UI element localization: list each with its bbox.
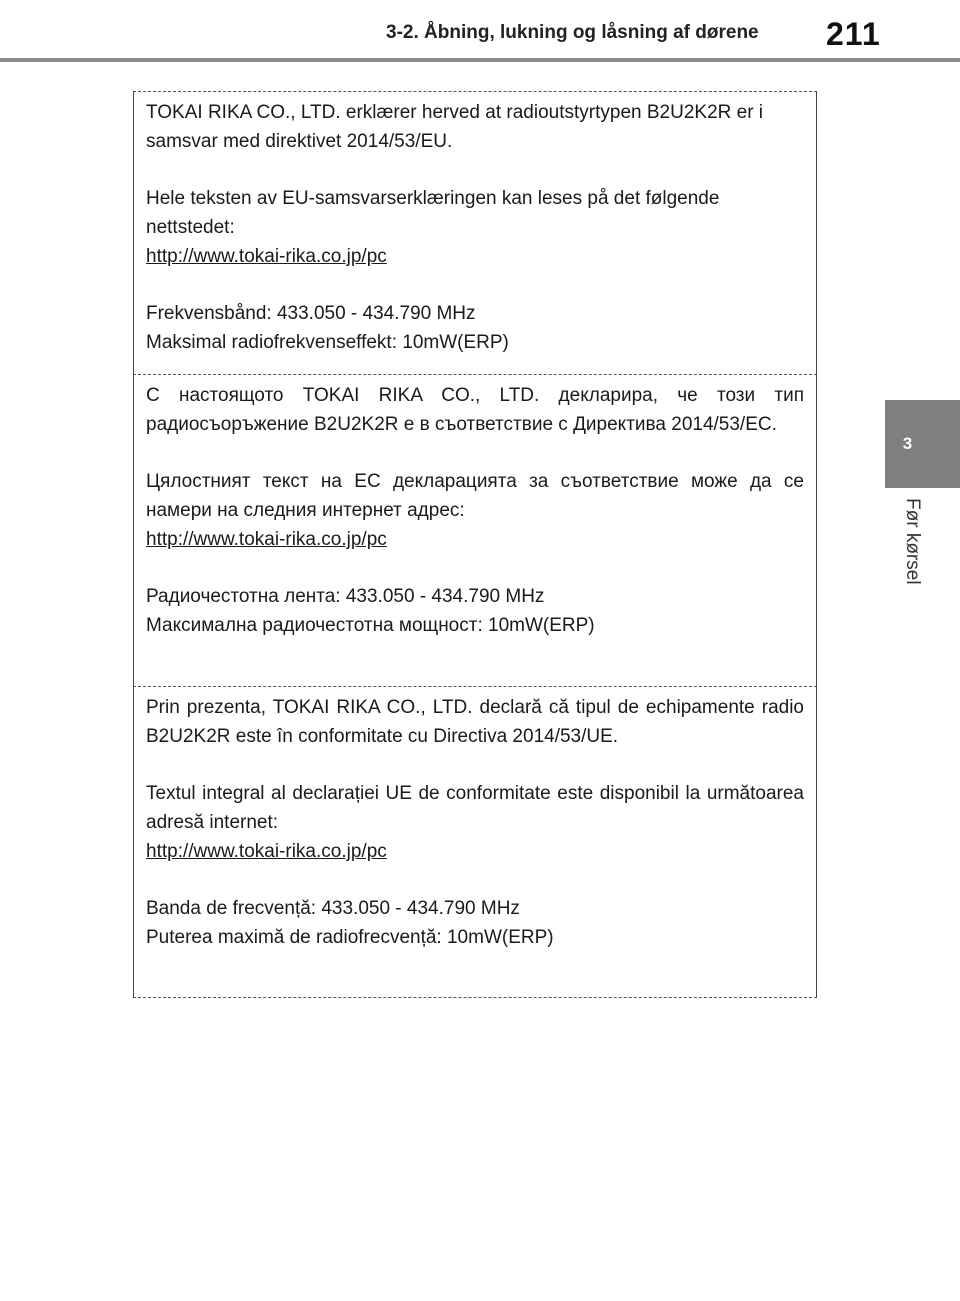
chapter-label: Før kørsel — [902, 498, 923, 585]
declaration-bulgarian — [133, 374, 817, 686]
frequency-band: Радиочестотна лента: 433.050 - 434.790 MHz — [146, 586, 545, 607]
max-power: Puterea maximă de radiofrecvență: 10mW(ERP) — [146, 927, 554, 948]
frequency-band: Banda de frecvență: 433.050 - 434.790 MHz — [146, 898, 520, 919]
declaration-full-text: Textul integral al declarației UE de conformitate este disponibil la următoarea adresă internet: — [146, 783, 804, 833]
declaration-full-text-block — [146, 779, 804, 866]
declaration-norwegian — [133, 91, 817, 374]
declaration-specs — [146, 582, 804, 640]
max-power: Максимална радиочестотна мощност: 10mW(ERP) — [146, 615, 595, 636]
declaration-intro: С настоящото TOKAI RIKA CO., LTD. декларира, че този тип радиосъоръжение B2U2K2R е в съответствие с Директива 2014/53/ЕС. — [146, 385, 804, 435]
declaration-intro: Prin prezenta, TOKAI RIKA CO., LTD. declară că tipul de echipamente radio B2U2K2R este în conformitate cu Directiva 2014/53/UE. — [146, 697, 804, 747]
header-divider — [0, 58, 960, 62]
declaration-full-text-block — [146, 184, 804, 271]
declaration-full-text-block — [146, 467, 804, 554]
frequency-band: Frekvensbånd: 433.050 - 434.790 MHz — [146, 303, 476, 324]
declaration-url-link[interactable]: http://www.tokai-rika.co.jp/pc — [146, 841, 387, 862]
declaration-romanian — [133, 686, 817, 998]
page-header — [0, 0, 960, 62]
section-title: 3-2. Åbning, lukning og låsning af dørene — [386, 22, 759, 43]
declaration-intro: TOKAI RIKA CO., LTD. erklærer herved at radioutstyrtypen B2U2K2R er i samsvar med direktivet 2014/53/EU. — [146, 102, 764, 152]
declaration-full-text: Hele teksten av EU-samsvarserklæringen kan leses på det følgende nettstedet: — [146, 188, 720, 238]
page-number: 211 — [826, 16, 881, 52]
declaration-specs — [146, 299, 804, 357]
declaration-url-link[interactable]: http://www.tokai-rika.co.jp/pc — [146, 246, 387, 267]
declaration-specs — [146, 894, 804, 952]
declaration-full-text: Цялостният текст на ЕС декларацията за съответствие може да се намери на следния интернет адрес: — [146, 471, 804, 521]
declaration-url-link[interactable]: http://www.tokai-rika.co.jp/pc — [146, 529, 387, 550]
max-power: Maksimal radiofrekvenseffekt: 10mW(ERP) — [146, 332, 509, 353]
declaration-box — [133, 91, 817, 998]
chapter-number: 3 — [902, 434, 913, 453]
chapter-tab — [885, 400, 960, 488]
